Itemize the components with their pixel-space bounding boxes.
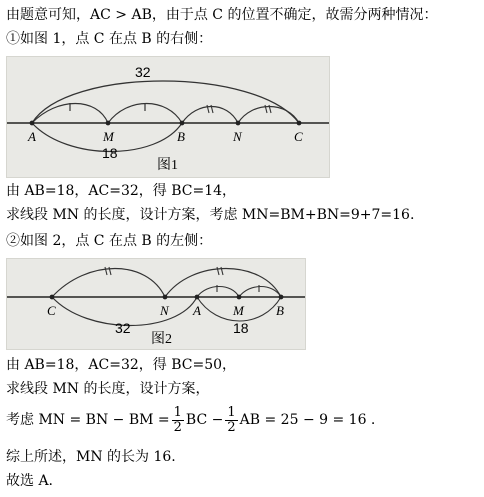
answer-text: 故选 A. [6, 473, 54, 489]
fig2-point-a: A [193, 303, 201, 318]
case1-heading: ①如图 1，点 C 在点 B 的右侧： [6, 31, 213, 47]
fig2-point-m: M [233, 303, 244, 318]
fig1-point-c: C [294, 129, 303, 144]
figure-2-drawing [7, 259, 305, 349]
fig1-caption: 图1 [157, 158, 178, 173]
figure-1-photo [6, 56, 330, 178]
fig2-label-32: 32 [115, 320, 131, 336]
fraction-1 [172, 406, 184, 435]
fraction-2-den: 2 [227, 419, 236, 435]
fig2-caption: 图2 [151, 332, 172, 347]
fraction-2 [225, 406, 237, 435]
fraction-2-num: 1 [227, 404, 236, 420]
case2-formula [6, 402, 375, 438]
formula-prefix: 考虑 MN = BN − BM = [6, 412, 170, 428]
case1-line1: 由 AB=18，AC=32，得 BC=14， [6, 183, 237, 199]
case2-heading: ②如图 2，点 C 在点 B 的左侧： [6, 233, 213, 249]
fig1-point-n: N [233, 129, 242, 144]
fig1-label-32: 32 [135, 64, 151, 80]
fraction-1-num: 1 [173, 404, 182, 420]
fig2-point-c: C [47, 303, 56, 318]
fig1-point-a: A [28, 129, 36, 144]
formula-term1: BC − [185, 412, 224, 428]
case2-line2: 求线段 MN 的长度，设计方案， [6, 381, 210, 397]
fig2-point-b: B [276, 303, 284, 318]
figure-1-drawing [7, 57, 329, 177]
figure-2-photo [6, 258, 306, 350]
fraction-1-den: 2 [173, 419, 182, 435]
intro-text: 由题意可知，AC > AB，由于点 C 的位置不确定，故需分两种情况： [6, 7, 438, 23]
fig1-label-18: 18 [102, 145, 118, 161]
case1-line2: 求线段 MN 的长度，设计方案，考虑 MN=BM+BN=9+7=16. [6, 207, 415, 223]
formula-term2: AB = 25 − 9 = 16 . [239, 412, 376, 428]
case2-line1: 由 AB=18，AC=32，得 BC=50， [6, 357, 237, 373]
fig2-point-n: N [160, 303, 169, 318]
fig1-point-b: B [177, 129, 185, 144]
conclusion-text: 综上所述，MN 的长为 16. [6, 449, 176, 465]
fig2-label-18: 18 [233, 320, 249, 336]
fig1-point-m: M [103, 129, 114, 144]
